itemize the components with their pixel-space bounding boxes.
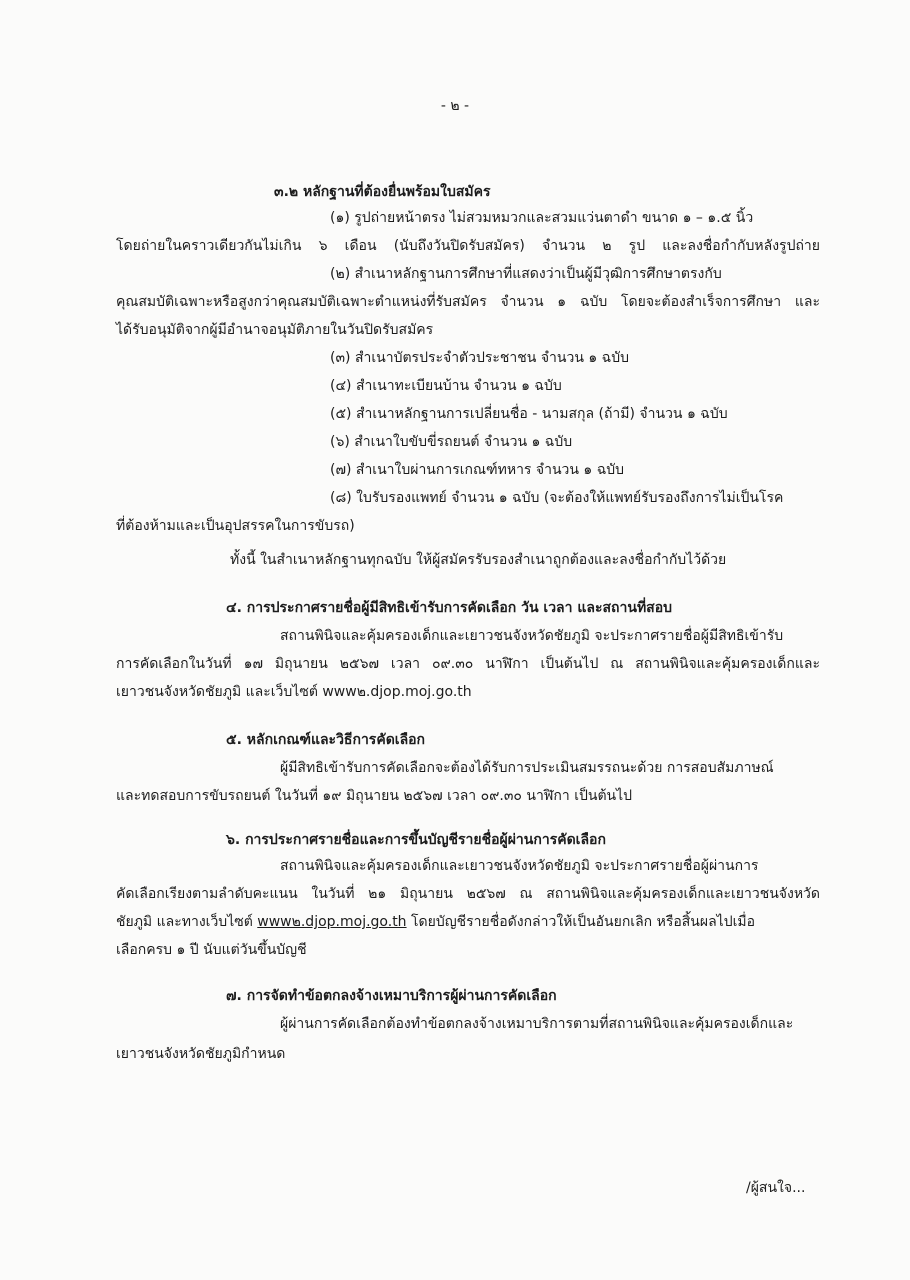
section-6-line-3 [116,912,755,932]
section-4-line-3: เยาวชนจังหวัดชัยภูมิ และเว็บไซต์ www๒.djop.moj.go.th [116,684,472,700]
doc-item-2-line-1: (๒) สำเนาหลักฐานการศึกษาที่แสดงว่าเป็นผู้มีวุฒิการศึกษาตรงกับ [330,266,722,282]
website-link[interactable]: www๒.djop.moj.go.th [257,914,407,930]
doc-item-7: (๗) สำเนาใบผ่านการเกณฑ์ทหาร จำนวน ๑ ฉบับ [330,462,625,478]
continuation-marker: /ผู้สนใจ... [746,1180,806,1196]
section-5-heading: ๕. หลักเกณฑ์และวิธีการคัดเลือก [226,732,426,748]
section-6-line-3-text-b: โดยบัญชีรายชื่อดังกล่าวให้เป็นอันยกเลิก หรือสิ้นผลไปเมื่อ [406,914,756,930]
section-6-line-2: คัดเลือกเรียงตามลำดับคะแนน ในวันที่ ๒๑ มิถุนายน ๒๕๖๗ ณ สถานพินิจและคุ้มครองเด็กและเยาวชนจังหวัด [116,886,820,902]
section-7-heading: ๗. การจัดทำข้อตกลงจ้างเหมาบริการผู้ผ่านการคัดเลือก [226,988,557,1004]
section-6-line-1: สถานพินิจและคุ้มครองเด็กและเยาวชนจังหวัดชัยภูมิ จะประกาศรายชื่อผู้ผ่านการ [280,858,759,874]
section-6-line-4: เลือกครบ ๑ ปี นับแต่วันขึ้นบัญชี [116,942,307,958]
section-7-line-2: เยาวชนจังหวัดชัยภูมิกำหนด [116,1046,286,1062]
section-5-line-1: ผู้มีสิทธิเข้ารับการคัดเลือกจะต้องได้รับการประเมินสมรรถนะด้วย การสอบสัมภาษณ์ [280,760,774,776]
section-6-heading: ๖. การประกาศรายชื่อและการขึ้นบัญชีรายชื่อผู้ผ่านการคัดเลือก [226,832,606,848]
doc-item-3: (๓) สำเนาบัตรประจำตัวประชาชน จำนวน ๑ ฉบับ [330,350,629,366]
section-5-line-2: และทดสอบการขับรถยนต์ ในวันที่ ๑๙ มิถุนายน ๒๕๖๗ เวลา ๐๙.๓๐ นาฬิกา เป็นต้นไป [116,788,633,804]
section-3-2-heading: ๓.๒ หลักฐานที่ต้องยื่นพร้อมใบสมัคร [274,184,491,200]
doc-item-8-line-2: ที่ต้องห้ามและเป็นอุปสรรคในการขับรถ) [116,518,355,534]
doc-item-2-line-2: คุณสมบัติเฉพาะหรือสูงกว่าคุณสมบัติเฉพาะตำแหน่งที่รับสมัคร จำนวน ๑ ฉบับ โดยจะต้องสำเร็จการศึกษา และ [116,294,820,310]
section-7-line-1: ผู้ผ่านการคัดเลือกต้องทำข้อตกลงจ้างเหมาบริการตามที่สถานพินิจและคุ้มครองเด็กและ [280,1016,794,1032]
section-4-line-1: สถานพินิจและคุ้มครองเด็กและเยาวชนจังหวัดชัยภูมิ จะประกาศรายชื่อผู้มีสิทธิเข้ารับ [280,628,784,644]
doc-item-6: (๖) สำเนาใบขับขี่รถยนต์ จำนวน ๑ ฉบับ [330,434,573,450]
doc-item-5: (๕) สำเนาหลักฐานการเปลี่ยนชื่อ - นามสกุล (ถ้ามี) จำนวน ๑ ฉบับ [330,406,728,422]
doc-item-2-line-3: ได้รับอนุมัติจากผู้มีอำนาจอนุมัติภายในวันปิดรับสมัคร [116,322,434,338]
doc-item-8-line-1: (๘) ใบรับรองแพทย์ จำนวน ๑ ฉบับ (จะต้องให้แพทย์รับรองถึงการไม่เป็นโรค [330,490,784,506]
doc-item-1-line-2: โดยถ่ายในคราวเดียวกันไม่เกิน ๖ เดือน (นับถึงวันปิดรับสมัคร) จำนวน ๒ รูป และลงชื่อกำกับหลังรูปถ่าย [116,238,820,254]
page-number: - ๒ - [440,98,470,114]
documents-note: ทั้งนี้ ในสำเนาหลักฐานทุกฉบับ ให้ผู้สมัครรับรองสำเนาถูกต้องและลงชื่อกำกับไว้ด้วย [230,552,727,568]
doc-item-1-line-1: (๑) รูปถ่ายหน้าตรง ไม่สวมหมวกและสวมแว่นตาดำ ขนาด ๑ – ๑.๕ นิ้ว [330,210,754,226]
section-4-heading: ๔. การประกาศรายชื่อผู้มีสิทธิเข้ารับการคัดเลือก วัน เวลา และสถานที่สอบ [226,600,673,616]
doc-item-4: (๔) สำเนาทะเบียนบ้าน จำนวน ๑ ฉบับ [330,378,562,394]
section-4-line-2: การคัดเลือกในวันที่ ๑๗ มิถุนายน ๒๕๖๗ เวลา ๐๙.๓๐ นาฬิกา เป็นต้นไป ณ สถานพินิจและคุ้มครองเด็กและ [116,656,820,672]
section-6-line-3-text-a: ชัยภูมิ และทางเว็บไซต์ [116,914,258,930]
